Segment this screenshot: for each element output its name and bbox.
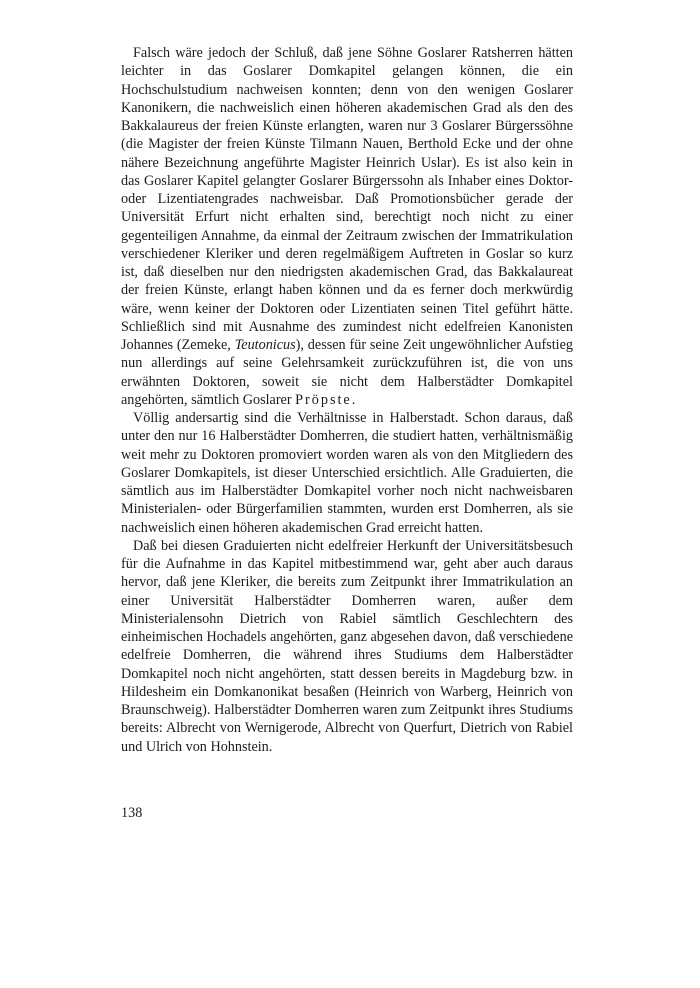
emphasis-teutonicus: Teutonicus <box>234 337 296 353</box>
page-number: 138 <box>121 805 143 821</box>
paragraph-goslar-text-cont: ), dessen für seine Zeit ungewöhnlicher Aufstieg nun allerdings auf seine Gelehrsamkeit zurückzuführen ist, die von uns erwähnten Doktoren, soweit sie nicht dem Halberstädter Domkapitel angehörten, sämtlich Goslarer <box>121 337 573 408</box>
spaced-word-propste: Pröpste <box>295 391 352 408</box>
paragraph-halberstadt: Völlig andersartig sind die Verhältnisse in Halberstadt. Schon daraus, daß unter den nur 16 Halberstädter Domherren, die studiert hatten, verhältnismäßig weit mehr zu Doktoren promoviert worden waren als von den Mitgliedern des Goslarer Domkapitels, ist dieser Unterschied ersichtlich. Alle Graduierten, die sämtlich aus im Halberstädter Domkapitel vorher noch nicht nachweisbaren Ministerialen- oder Bürgerfamilien stammten, wurden erst Domherren, als sie nachweislich einen höheren akademischen Grad erreicht hatten. <box>121 410 573 536</box>
page-body <box>121 44 573 756</box>
paragraph-graduierten: Daß bei diesen Graduierten nicht edelfreier Herkunft der Universitätsbesuch für die Aufnahme in das Kapitel mitbestimmend war, geht aber auch daraus hervor, daß jene Kleriker, die bereits zum Zeitpunkt ihrer Immatrikulation an einer Universität Halberstädter Domherren waren, außer dem Ministerialensohn Dietrich von Rabiel sämtlich Geschlechtern des einheimischen Hochadels angehörten, ganz abgesehen davon, daß verschiedene edelfreie Domherren, die während ihres Studiums dem Halberstädter Domkapitel noch nicht angehörten, statt dessen bereits in Magdeburg bzw. in Hildesheim ein Domkanonikat besaßen (Heinrich von Warberg, Heinrich von Braunschweig). Halberstädter Domherren waren zum Zeitpunkt ihres Studiums bereits: Albrecht von Wernigerode, Albrecht von Querfurt, Dietrich von Rabiel und Ulrich von Hohnstein. <box>121 537 573 755</box>
paragraph-goslar <box>121 44 573 409</box>
paragraph-goslar-end: . <box>351 391 356 408</box>
paragraph-goslar-text: Falsch wäre jedoch der Schluß, daß jene Söhne Goslarer Ratsherren hätten leichter in das Goslarer Domkapitel gelangen können, die ein Hochschulstudium nachweisen konnten; denn von den wenigen Goslarer Kanonikern, die nachweislich einen höheren akademischen Grad als den des Bakkalaureus der freien Künste erlangten, waren nur 3 Goslarer Bürgerssöhne (die Magister der freien Künste Tilmann Nauen, Berthold Ecke und der ohne nähere Bezeichnung angeführte Magister Heinrich Uslar). Es ist also kein in das Goslarer Kapitel gelangter Goslarer Bürgerssohn als Inhaber eines Doktor- oder Lizentiatengrades nachweisbar. Daß Promotionsbücher gerade der Universität Erfurt nicht erhalten sind, berechtigt noch nicht zu einer gegenteiligen Annahme, da einmal der Zeitraum zwischen der Immatrikulation verschiedener Kleriker und deren regelmäßigem Auftreten in Goslar so kurz ist, daß dieselben nur den niedrigsten akademischen Grad, das Bakkalaureat der freien Künste, erlangt haben können und da es ferner doch merkwürdig wäre, wenn keiner der Doktoren oder Lizentiaten seinen Titel geführt hätte. Schließlich sind mit Ausnahme des zumindest nicht edelfreien Kanonisten Johannes (Zemeke, <box>121 45 573 353</box>
